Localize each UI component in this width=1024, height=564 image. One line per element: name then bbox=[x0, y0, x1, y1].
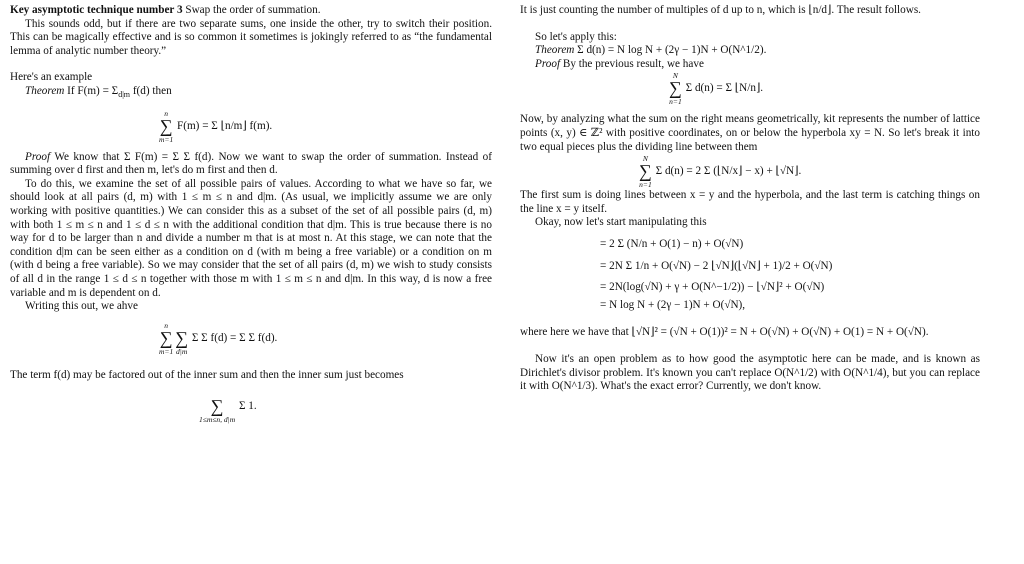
counting-equation-text: Σ 1. bbox=[238, 400, 257, 413]
hyperbola-equation: N ∑ n=1 Σ d(n) = 2 Σ (⌊N/x⌋ − x) + ⌊√N⌋. bbox=[639, 154, 802, 190]
theorem-label: Theorem bbox=[25, 84, 65, 97]
divisor-sum-equation: N ∑ n=1 Σ d(n) = Σ ⌊N/n⌋. bbox=[669, 71, 764, 107]
swap-equation: n ∑ m=1 ∑ d|m Σ Σ f(d) = Σ Σ f(d). bbox=[159, 320, 278, 356]
swap-equation-text: Σ Σ f(d) = Σ Σ f(d). bbox=[191, 331, 278, 344]
floor-sqrt-paragraph: where here we have that ⌊√N⌋² = (√N + O(1))² = N + O(√N) + O(√N) + O(1) = N + O(√N). bbox=[520, 326, 929, 339]
derivation-step-4: = N log N + (2γ − 1)N + O(√N), bbox=[600, 298, 746, 311]
right-column bbox=[520, 4, 980, 394]
divisor-proof-label: Proof bbox=[535, 57, 561, 70]
counting-equation: ∑ 1≤m≤n, d|m Σ 1. bbox=[199, 396, 257, 425]
factor-paragraph: The term f(d) may be factored out of the inner sum and then the inner sum just becomes bbox=[10, 368, 404, 381]
hyperbola-equation-text: Σ d(n) = 2 Σ (⌊N/x⌋ − x) + ⌊√N⌋. bbox=[655, 165, 802, 178]
pairs-paragraph: To do this, we examine the set of all possible pairs of values. According to what we have so far, we should look at all pairs (d, m) with 1 ≤ m ≤ n and d|m. (As usual, we implicitly assume we are only working with positive quantities.) We can consider this as a subset of the set of all possible pairs (d, m) with both 1 ≤ m ≤ n and 1 ≤ d ≤ n with the additional condition that d|m. This is true because there is no way for d to be larger than n and divide a number m that is at most n. At this stage, we can note that the condition d|m can be seen either as a condition on d (with m being a free variable) or a condition on m (with d being a free variable). So we may consider that the set of all pairs (d, m) we wish to study consists of all d in the range 1 ≤ d ≤ n together with those m with 1 ≤ m ≤ n and d|m. In this way, d is now a free variable and m is dependent on d. bbox=[10, 177, 492, 299]
theorem-subscript: d|m bbox=[118, 89, 131, 99]
theorem-text: If F(m) = Σ bbox=[64, 84, 119, 97]
left-column bbox=[10, 4, 492, 424]
divisor-theorem-label: Theorem bbox=[535, 44, 575, 57]
divisor-proof-text: By the previous result, we have bbox=[560, 57, 704, 70]
divisor-theorem bbox=[520, 44, 980, 58]
intro-paragraph: This sounds odd, but if there are two separate sums, one inside the other, try to switch their position. This can be magically effective and is so common it sometimes is jokingly referred to as “the fundamental lemma of analytic number theory.” bbox=[10, 17, 492, 57]
theorem-equation-text: F(m) = Σ ⌊n/m⌋ f(m). bbox=[177, 119, 273, 132]
result-paragraph: It is just counting the number of multiples of d up to n, which is ⌊n/d⌋. The result follows. bbox=[520, 4, 921, 16]
apply-line: So let's apply this: bbox=[535, 30, 617, 43]
theorem-tail: f(d) then bbox=[130, 84, 172, 97]
proof-text: We know that Σ F(m) = Σ Σ f(d). Now we want to swap the order of summation. Instead of summing over d first and then m, let's do m first and then d. bbox=[10, 150, 492, 177]
theorem-statement bbox=[10, 85, 492, 102]
open-problem-paragraph: Now it's an open problem as to how good the asymptotic here can be made, and is known as Dirichlet's divisor problem. It's known you can't replace O(N^1/2) with O(N^1/4), but you can replace it with O(N^1/3). What's the exact error? Currently, we don't know. bbox=[520, 352, 980, 393]
divisor-theorem-text: Σ d(n) = N log N + (2γ − 1)N + O(N^1/2). bbox=[574, 44, 767, 57]
proof-label: Proof bbox=[25, 150, 51, 163]
first-sum-paragraph: The first sum is doing lines between x = y and the hyperbola, and the last term is catching things on the line x = y itself. bbox=[520, 189, 980, 215]
theorem-equation: n ∑ m=1 F(m) = Σ ⌊n/m⌋ f(m). bbox=[159, 108, 273, 144]
derivation-step-2: = 2N Σ 1/n + O(√N) − 2 ⌊√N⌋(⌊√N⌋ + 1)/2 + O(√N) bbox=[600, 259, 833, 272]
derivation-block bbox=[520, 238, 980, 312]
example-intro: Here's an example bbox=[10, 71, 93, 84]
divisor-proof bbox=[520, 58, 980, 72]
technique-paragraph bbox=[10, 4, 492, 18]
proof-paragraph bbox=[10, 151, 492, 178]
divisor-sum-equation-text: Σ d(n) = Σ ⌊N/n⌋. bbox=[685, 82, 764, 95]
derivation-step-3: = 2N(log(√N) + γ + O(N^−1/2)) − ⌊√N⌋² + O(√N) bbox=[600, 281, 825, 294]
technique-heading: Key asymptotic technique number 3 bbox=[10, 4, 183, 16]
lattice-paragraph: Now, by analyzing what the sum on the right means geometrically, kit represents the number of lattice points (x, y) ∈ ℤ² with positive coordinates, on or below the hyperbola xy = N. So let's break it into two equal pieces plus the dividing line between them bbox=[520, 113, 980, 153]
manipulate-line: Okay, now let's start manipulating this bbox=[535, 216, 707, 229]
writing-out-line: Writing this out, we ahve bbox=[25, 300, 138, 313]
technique-heading-tail: Swap the order of summation. bbox=[182, 4, 321, 16]
derivation-step-1: = 2 Σ (N/n + O(1) − n) + O(√N) bbox=[600, 237, 744, 250]
